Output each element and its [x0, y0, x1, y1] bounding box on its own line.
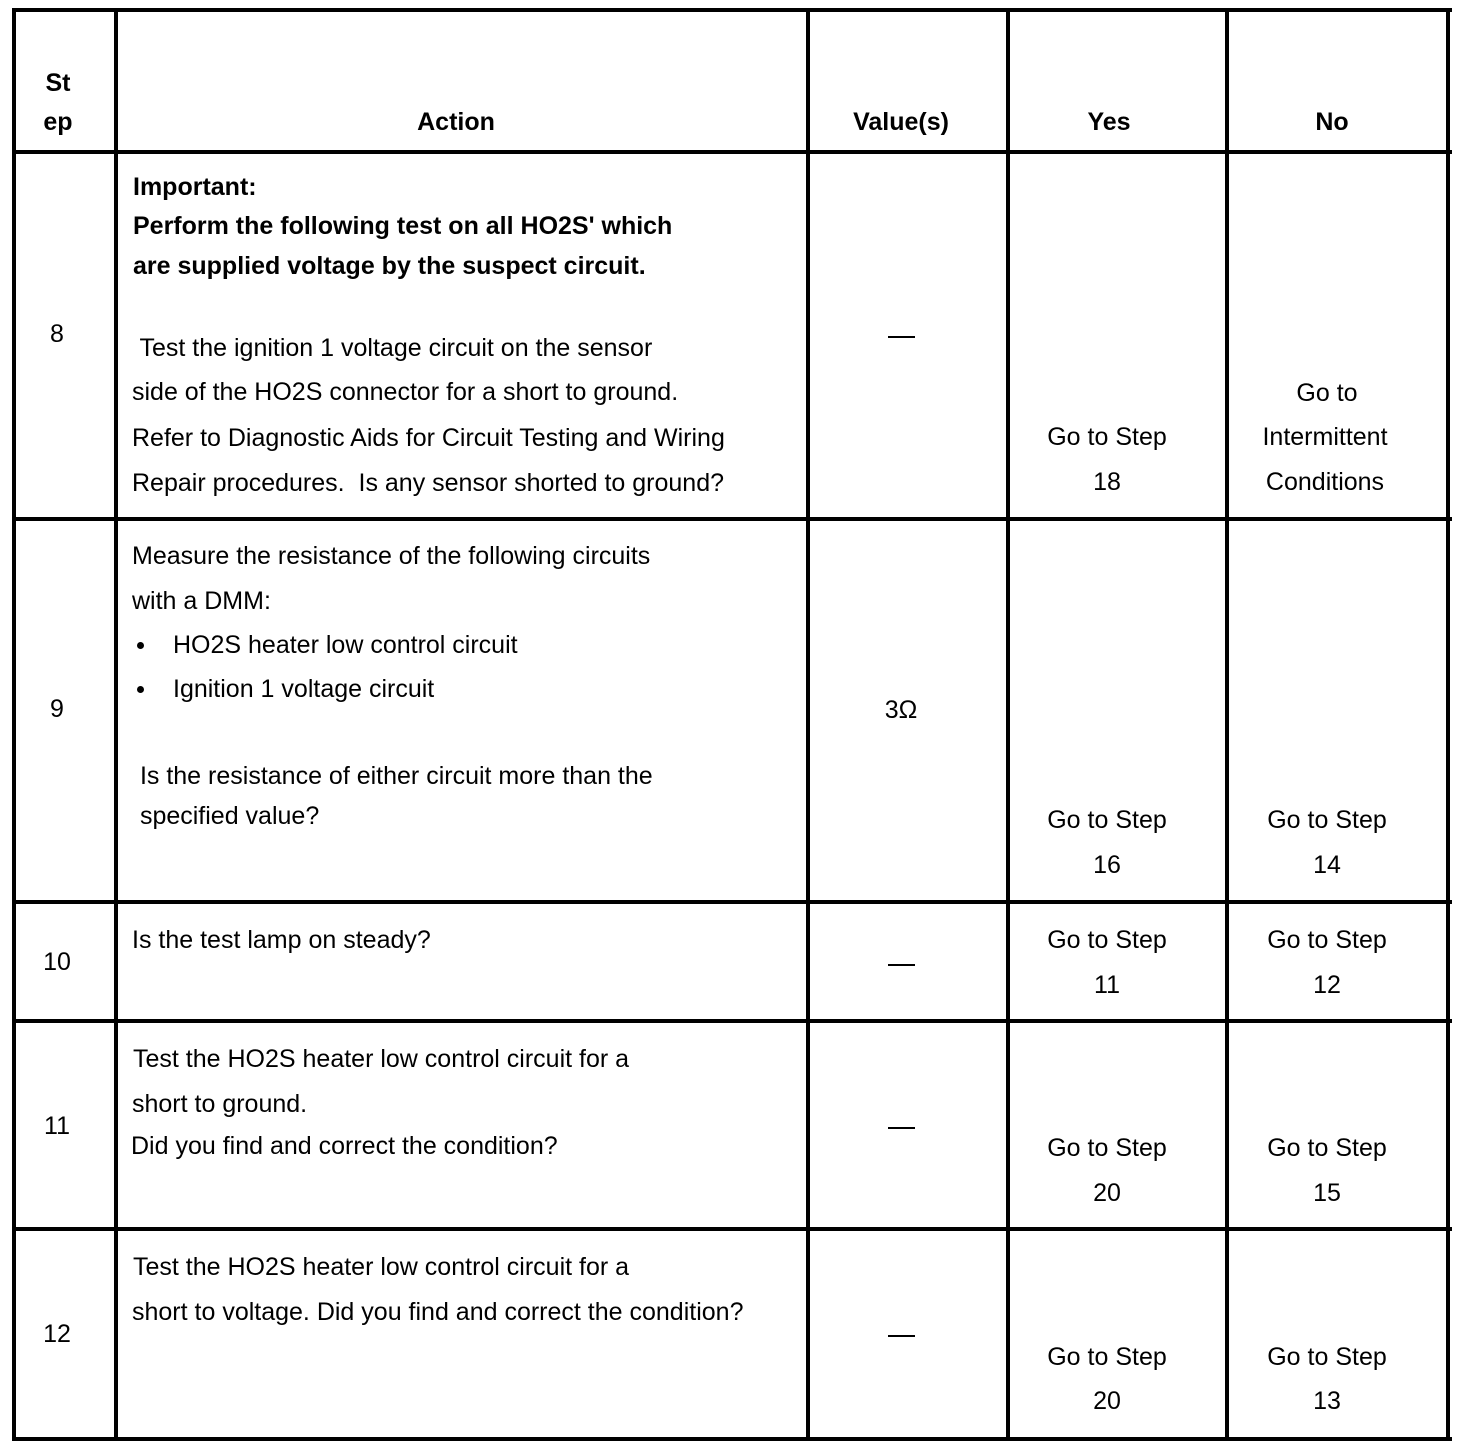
- step-number: 8: [50, 320, 64, 348]
- value-dash: [888, 1335, 915, 1337]
- important-note: are supplied voltage by the suspect circuit.: [133, 252, 646, 280]
- action-text: Test the ignition 1 voltage circuit on the sensor: [133, 334, 653, 362]
- yes-link[interactable]: 18: [1093, 468, 1121, 496]
- yes-link[interactable]: 11: [1094, 971, 1120, 999]
- yes-link[interactable]: Go to Step: [1047, 1134, 1167, 1162]
- value-text: 3Ω: [884, 696, 918, 724]
- yes-link[interactable]: Go to Step: [1047, 806, 1167, 834]
- action-text: short to ground.: [132, 1090, 308, 1118]
- bullet-icon: [137, 686, 144, 693]
- row-divider: [12, 1019, 1452, 1023]
- yes-link[interactable]: Go to Step: [1047, 1343, 1167, 1371]
- action-text: Is the test lamp on steady?: [132, 926, 431, 954]
- no-link[interactable]: Conditions: [1265, 468, 1385, 496]
- no-link[interactable]: Go to Step: [1267, 1134, 1387, 1162]
- no-link[interactable]: Go to Step: [1267, 926, 1387, 954]
- table-border-top: [12, 8, 1452, 12]
- no-link[interactable]: Go to Step: [1267, 1343, 1387, 1371]
- no-link[interactable]: Go to: [1296, 379, 1358, 407]
- action-text: short to voltage. Did you find and correct the condition?: [132, 1298, 744, 1326]
- yes-link[interactable]: 20: [1093, 1387, 1121, 1415]
- action-text: Refer to Diagnostic Aids for Circuit Testing and Wiring: [132, 424, 725, 452]
- step-number: 10: [43, 948, 71, 976]
- no-link[interactable]: 14: [1313, 851, 1341, 879]
- step-number: 12: [43, 1320, 71, 1348]
- action-text: specified value?: [133, 802, 320, 830]
- no-link[interactable]: Intermittent: [1262, 423, 1388, 451]
- header-values: Value(s): [853, 108, 949, 136]
- step-number: 11: [44, 1112, 70, 1140]
- yes-link[interactable]: Go to Step: [1047, 423, 1167, 451]
- action-text: Measure the resistance of the following circuits: [132, 542, 651, 570]
- no-link[interactable]: 13: [1313, 1387, 1341, 1415]
- action-text: side of the HO2S connector for a short to ground.: [132, 378, 679, 406]
- action-text: with a DMM:: [132, 587, 271, 615]
- bullet-icon: [137, 642, 144, 649]
- header-action: Action: [417, 108, 495, 136]
- bullet-text: HO2S heater low control circuit: [173, 631, 518, 659]
- action-text: Test the HO2S heater low control circuit for a: [133, 1045, 630, 1073]
- bullet-text: Ignition 1 voltage circuit: [173, 675, 435, 703]
- header-yes: Yes: [1087, 108, 1131, 136]
- no-link[interactable]: 15: [1313, 1179, 1341, 1207]
- value-dash: [888, 1127, 915, 1129]
- row-divider: [12, 900, 1452, 904]
- important-label: Important:: [133, 173, 257, 201]
- action-text: Is the resistance of either circuit more than the: [133, 762, 653, 790]
- no-link[interactable]: Go to Step: [1267, 806, 1387, 834]
- value-dash: [888, 964, 915, 966]
- row-divider: [12, 150, 1452, 154]
- header-step-line-2: ep: [43, 108, 73, 136]
- action-text: Repair procedures. Is any sensor shorted to ground?: [132, 469, 725, 497]
- header-no: No: [1315, 108, 1349, 136]
- table-border-bottom: [12, 1437, 1452, 1441]
- row-divider: [12, 517, 1452, 521]
- action-text: Did you find and correct the condition?: [131, 1132, 558, 1160]
- action-text: Test the HO2S heater low control circuit for a: [133, 1253, 630, 1281]
- header-step-line-1: St: [45, 69, 71, 97]
- important-note: Perform the following test on all HO2S' which: [133, 212, 673, 240]
- no-link[interactable]: 12: [1313, 971, 1341, 999]
- yes-link[interactable]: 20: [1093, 1179, 1121, 1207]
- step-number: 9: [50, 695, 64, 723]
- yes-link[interactable]: 16: [1093, 851, 1121, 879]
- row-divider: [12, 1227, 1452, 1231]
- value-dash: [888, 336, 915, 338]
- yes-link[interactable]: Go to Step: [1047, 926, 1167, 954]
